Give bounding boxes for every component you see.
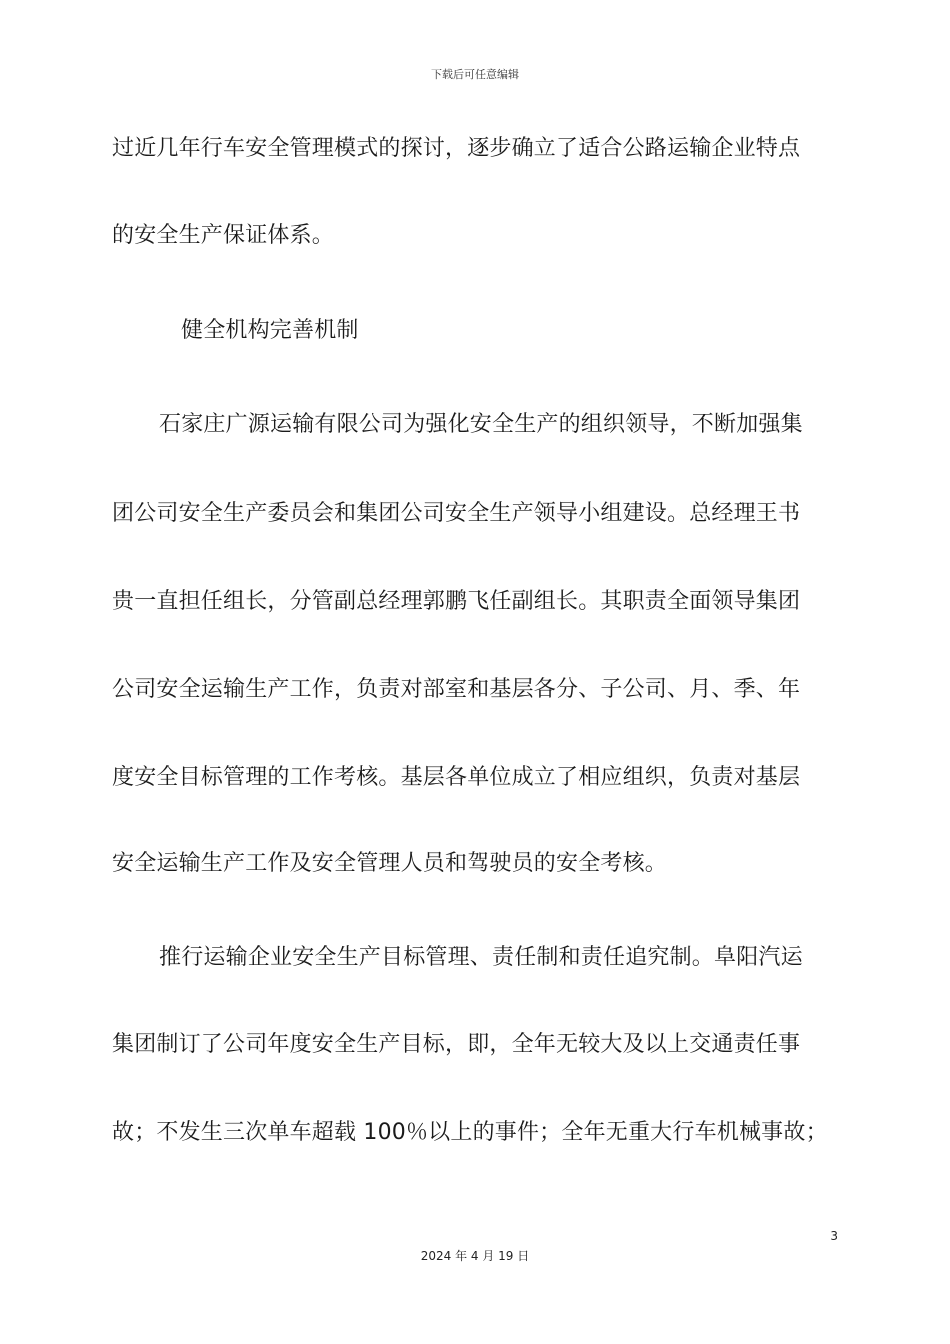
text-line-11: 集团制订了公司年度安全生产目标，即，全年无较大及以上交通责任事 [112,1032,801,1057]
text-line-7: 公司安全运输生产工作，负责对部室和基层各分、子公司、月、季、年 [112,677,801,702]
text-line-1: 过近几年行车安全管理模式的探讨，逐步确立了适合公路运输企业特点 [112,136,801,161]
text-line-6: 贵一直担任组长，分管副总经理郭鹏飞任副组长。其职责全面领导集团 [112,589,801,614]
text-line-12: 故；不发生三次单车超载 100％以上的事件；全年无重大行车机械事故； [112,1120,828,1145]
text-line-2: 的安全生产保证体系。 [112,223,335,248]
footer-date: 2024 年 4 月 19 日 [420,1249,530,1263]
page-number: 3 [830,1229,838,1243]
section-heading: 健全机构完善机制 [181,318,359,343]
text-line-8: 度安全目标管理的工作考核。基层各单位成立了相应组织，负责对基层 [112,765,801,790]
page-header: 下载后可任意编辑 [431,68,519,81]
text-line-10: 推行运输企业安全生产目标管理、责任制和责任追究制。阜阳汽运 [159,945,803,970]
text-line-9: 安全运输生产工作及安全管理人员和驾驶员的安全考核。 [112,851,668,876]
text-line-4: 石家庄广源运输有限公司为强化安全生产的组织领导，不断加强集 [159,412,803,437]
text-line-5: 团公司安全生产委员会和集团公司安全生产领导小组建设。总经理王书 [112,501,801,526]
